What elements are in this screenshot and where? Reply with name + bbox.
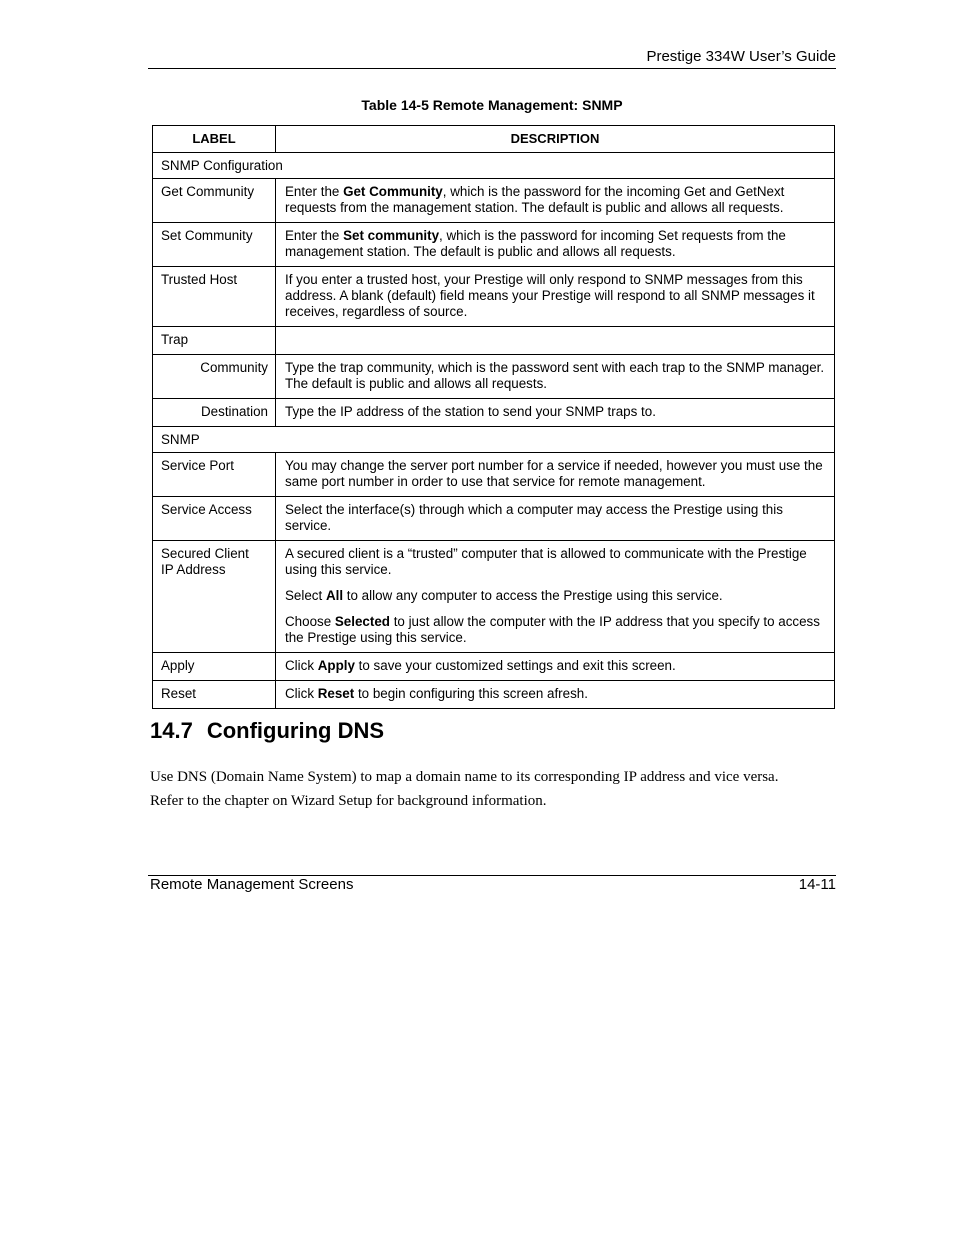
table-row-get-community xyxy=(153,179,835,223)
desc-text: , which is the password for the incoming Get and GetNext requests from the management station. The default is public and allows all requests. xyxy=(285,184,785,215)
section-label-snmp-configuration: SNMP Configuration xyxy=(153,153,835,179)
table-row-service-access xyxy=(153,497,835,541)
desc-text: to begin configuring this screen afresh. xyxy=(354,686,588,701)
table-row-apply xyxy=(153,653,835,681)
table-row-trap-destination xyxy=(153,399,835,427)
row-label-trap-community: Community xyxy=(153,355,276,399)
desc-text: to save your customized settings and exit this screen. xyxy=(354,658,676,673)
table-row-snmp xyxy=(153,427,835,453)
desc-text: Choose xyxy=(285,614,335,629)
page-header xyxy=(148,46,836,69)
row-label-trap-destination: Destination xyxy=(153,399,276,427)
footer-chapter-title: Remote Management Screens xyxy=(150,876,354,893)
row-label-service-port: Service Port xyxy=(153,453,276,497)
table-row-set-community xyxy=(153,223,835,267)
column-header-description: DESCRIPTION xyxy=(276,126,835,153)
page-footer xyxy=(148,875,836,898)
table-row-secured-client xyxy=(153,541,835,653)
row-desc-secured-client xyxy=(276,541,835,653)
row-desc-reset xyxy=(276,681,835,709)
desc-text: Enter the xyxy=(285,228,344,243)
desc-bold-term: Apply xyxy=(317,658,355,673)
footer-page-number: 14-11 xyxy=(798,876,836,893)
row-label-apply: Apply xyxy=(153,653,276,681)
desc-text: Enter the xyxy=(285,184,344,199)
section-body xyxy=(150,765,840,813)
desc-bold-term: Set community xyxy=(343,228,440,243)
section-title: Configuring DNS xyxy=(206,718,385,743)
section-label-snmp: SNMP xyxy=(153,427,835,453)
row-label-reset: Reset xyxy=(153,681,276,709)
row-desc-trap-destination: Type the IP address of the station to send your SNMP traps to. xyxy=(276,399,835,427)
table-row-snmp-configuration xyxy=(153,153,835,179)
snmp-table xyxy=(152,125,835,709)
body-line: Use DNS (Domain Name System) to map a domain name to its corresponding IP address and vice versa. xyxy=(150,769,779,785)
desc-text: , which is the password for incoming Set requests from the management station. The default is public and allows all requests. xyxy=(285,228,786,259)
table-row-service-port xyxy=(153,453,835,497)
row-label-set-community: Set Community xyxy=(153,223,276,267)
row-desc-apply xyxy=(276,653,835,681)
desc-paragraph: A secured client is a “trusted” computer that is allowed to communicate with the Prestige using this service. xyxy=(285,546,807,577)
desc-paragraph xyxy=(285,614,826,646)
guide-title: Prestige 334W User’s Guide xyxy=(646,48,836,65)
table-header-row xyxy=(153,126,835,153)
row-desc-set-community xyxy=(276,223,835,267)
section-number: 14.7 xyxy=(150,718,193,743)
desc-bold-term: Reset xyxy=(317,686,355,701)
desc-text: to just allow the computer with the IP address that you specify to access the Prestige using this service. xyxy=(285,614,820,645)
desc-text: to allow any computer to access the Prestige using this service. xyxy=(343,588,723,603)
table-row-trusted-host xyxy=(153,267,835,327)
row-desc-get-community xyxy=(276,179,835,223)
table-row-trap-community xyxy=(153,355,835,399)
row-label-trap: Trap xyxy=(153,327,276,355)
section-heading xyxy=(150,718,384,744)
row-desc-trap-community: Type the trap community, which is the password sent with each trap to the SNMP manager. The default is public and allows all requests. xyxy=(276,355,835,399)
row-label-service-access: Service Access xyxy=(153,497,276,541)
row-desc-service-access: Select the interface(s) through which a computer may access the Prestige using this service. xyxy=(276,497,835,541)
row-label-get-community: Get Community xyxy=(153,179,276,223)
row-label-secured-client xyxy=(153,541,276,653)
label-line: Secured Client xyxy=(161,546,249,561)
column-header-label: LABEL xyxy=(153,126,276,153)
table-caption: Table 14-5 Remote Management: SNMP xyxy=(361,97,623,113)
row-desc-trap-empty xyxy=(276,327,835,355)
desc-text: Click xyxy=(285,658,318,673)
desc-text: Click xyxy=(285,686,318,701)
desc-bold-term: Get Community xyxy=(343,184,443,199)
row-desc-trusted-host: If you enter a trusted host, your Prestige will only respond to SNMP messages from this address. A blank (default) field means your Prestige will respond to all SNMP messages it receives, regardless of source. xyxy=(276,267,835,327)
desc-bold-term: Selected xyxy=(334,614,390,629)
row-desc-service-port: You may change the server port number for a service if needed, however you must use the same port number in order to use that service for remote management. xyxy=(276,453,835,497)
table-row-trap xyxy=(153,327,835,355)
table-row-reset xyxy=(153,681,835,709)
desc-text: Select xyxy=(285,588,326,603)
row-label-trusted-host: Trusted Host xyxy=(153,267,276,327)
desc-bold-term: All xyxy=(325,588,344,603)
desc-paragraph xyxy=(285,588,826,604)
label-line: IP Address xyxy=(161,562,226,577)
body-line: Refer to the chapter on Wizard Setup for background information. xyxy=(150,793,547,809)
